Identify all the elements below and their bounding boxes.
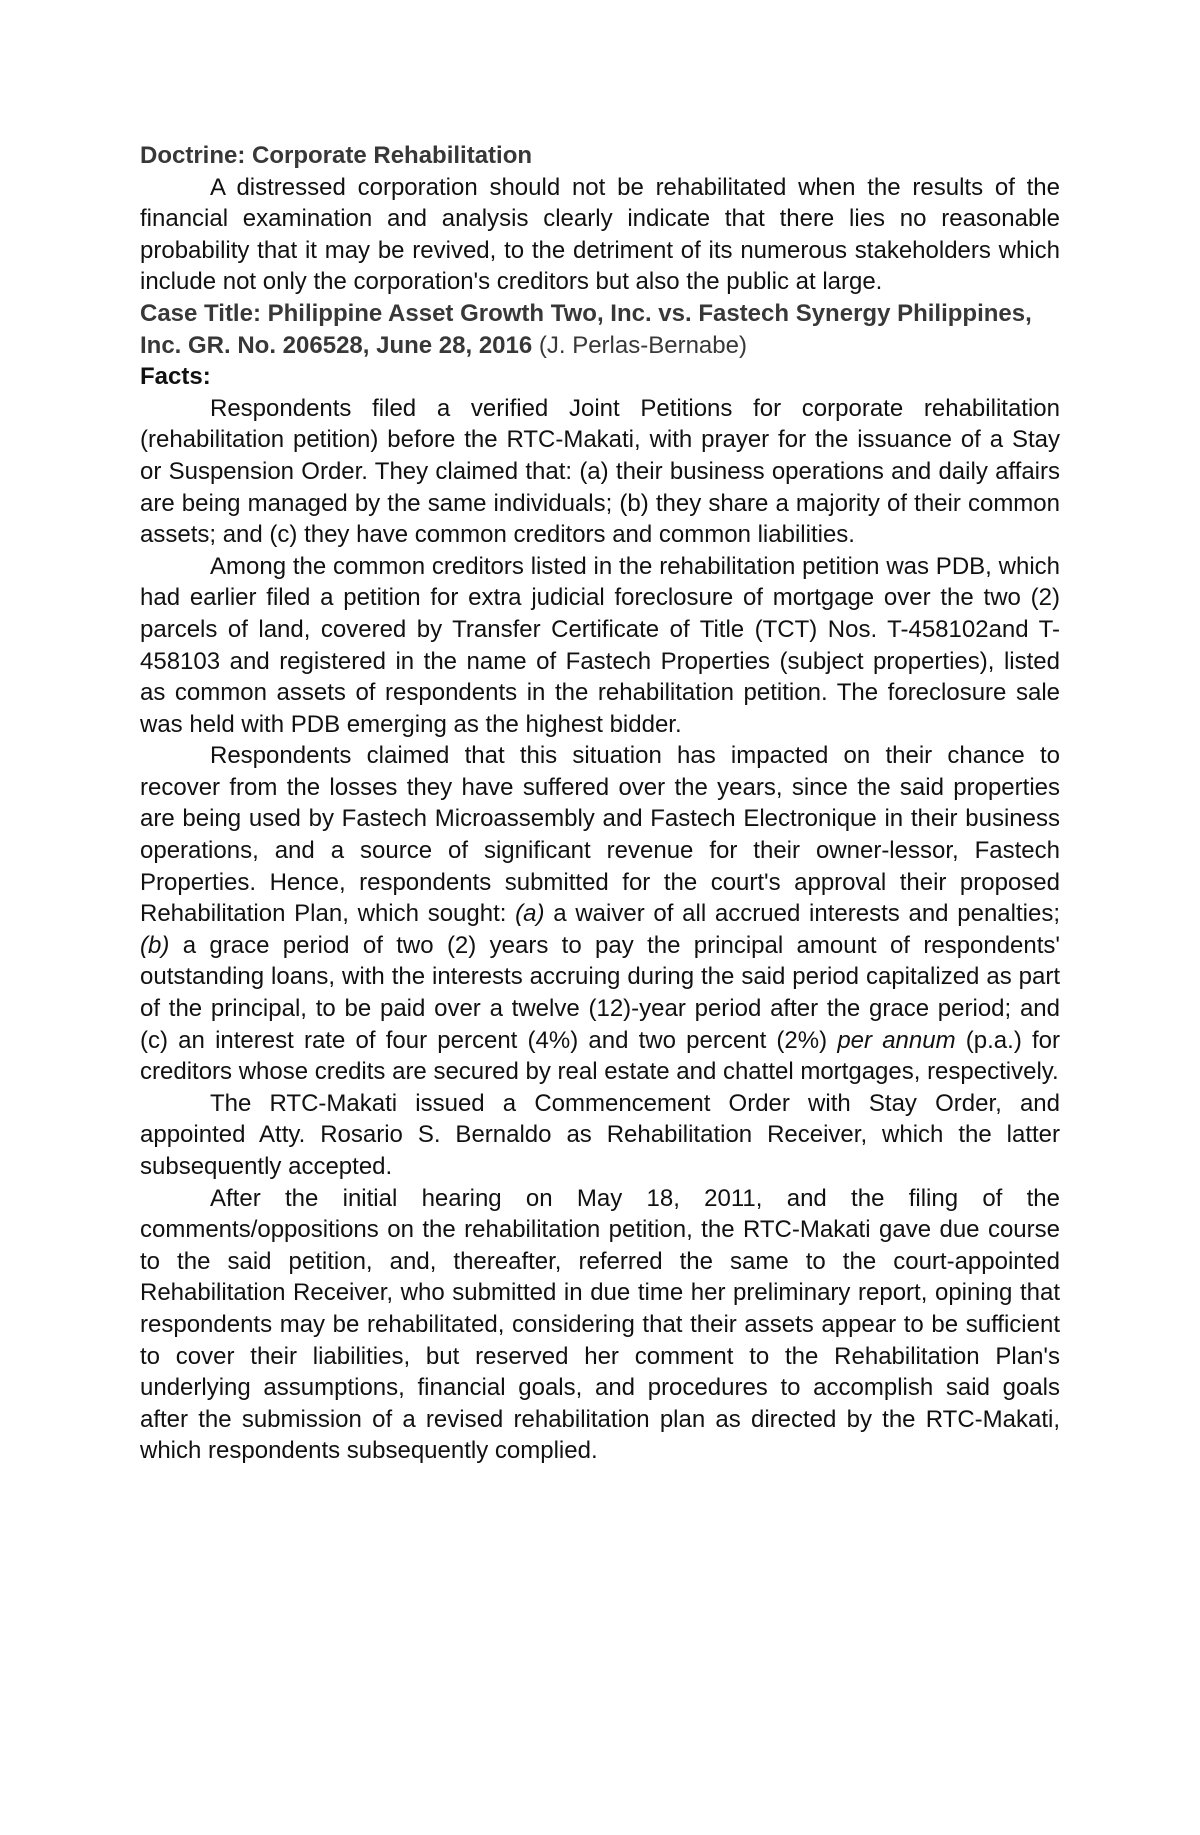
facts-p3-part-a: Respondents claimed that this situation has impacted on their chance to recover from the losses they have suffered over the years, since the said properties are being used by Fastech Microassembly and Fastech Electronique in their business operations, and a source of significant revenue for their owner-lessor, Fastech Properties. Hence, respondents submitted for the court's approval their proposed Rehabilitation Plan, which sought: [140, 742, 1060, 928]
facts-paragraph-2: Among the common creditors listed in the rehabilitation petition was PDB, which had earlier filed a petition for extra judicial foreclosure of mortgage over the two (2) parcels of land, covered by Transfer Certificate of Title (TCT) Nos. T-458102and T-458103 and registered in the name of Fastech Properties (subject properties), listed as common assets of respondents in the rehabilitation petition. The foreclosure sale was held with PDB emerging as the highest bidder. [140, 552, 1060, 738]
facts-p3-part-d: (p.a.) for creditors whose credits are secured by real estate and chattel mortgages, respectively. [140, 1026, 1061, 1086]
facts-paragraph-1: Respondents filed a verified Joint Petitions for corporate rehabilitation (rehabilitation petition) before the RTC-Makati, with prayer for the issuance of a Stay or Suspension Order. They claimed that: (a) their business operations and daily affairs are being managed by the same individuals; (b) they share a majority of their common assets; and (c) they have common creditors and common liabilities. [140, 394, 1060, 549]
case-title [140, 298, 1060, 361]
facts-p3-part-b: a waiver of all accrued interests and penalties; [544, 900, 1061, 928]
doctrine-paragraph: A distressed corporation should not be rehabilitated when the results of the financial examination and analysis clearly indicate that there lies no reasonable probability that it may be revived, to the detriment of its numerous stakeholders which include not only the corporation's creditors but also the public at large. [140, 173, 1060, 296]
document-page [140, 140, 1060, 1467]
facts-p3-part-c: a grace period of two (2) years to pay the principal amount of respondents' outstanding loans, with the interests accruing during the said period capitalized as part of the principal, to be paid over a twelve (12)-year period after the grace period; and (c) an interest rate of four percent (4%) and two percent (2%) [140, 931, 1060, 1054]
facts-p3-per-annum: per annum [837, 1026, 956, 1054]
case-ponente: (J. Perlas-Bernabe) [538, 331, 747, 359]
case-title-text: Case Title: Philippine Asset Growth Two, Inc. vs. Fastech Synergy Philippines, Inc. GR. No. 206528, June 28, 2016 [140, 299, 1032, 359]
facts-p3-label-a: (a) [515, 900, 545, 928]
facts-p3-label-b: (b) [140, 931, 170, 959]
facts-paragraph-3 [140, 740, 1060, 1088]
facts-paragraph-4: The RTC-Makati issued a Commencement Order with Stay Order, and appointed Atty. Rosario S. Bernaldo as Rehabilitation Receiver, which the latter subsequently accepted. [140, 1089, 1060, 1180]
facts-paragraph-5: After the initial hearing on May 18, 2011, and the filing of the comments/oppositions on the rehabilitation petition, the RTC-Makati gave due course to the said petition, and, thereafter, referred the same to the court-appointed Rehabilitation Receiver, who submitted in due time her preliminary report, opining that respondents may be rehabilitated, considering that their assets appear to be sufficient to cover their liabilities, but reserved her comment to the Rehabilitation Plan's underlying assumptions, financial goals, and procedures to accomplish said goals after the submission of a revised rehabilitation plan as directed by the RTC-Makati, which respondents subsequently complied. [140, 1184, 1060, 1465]
facts-heading: Facts: [140, 363, 211, 391]
doctrine-heading: Doctrine: Corporate Rehabilitation [140, 142, 533, 169]
